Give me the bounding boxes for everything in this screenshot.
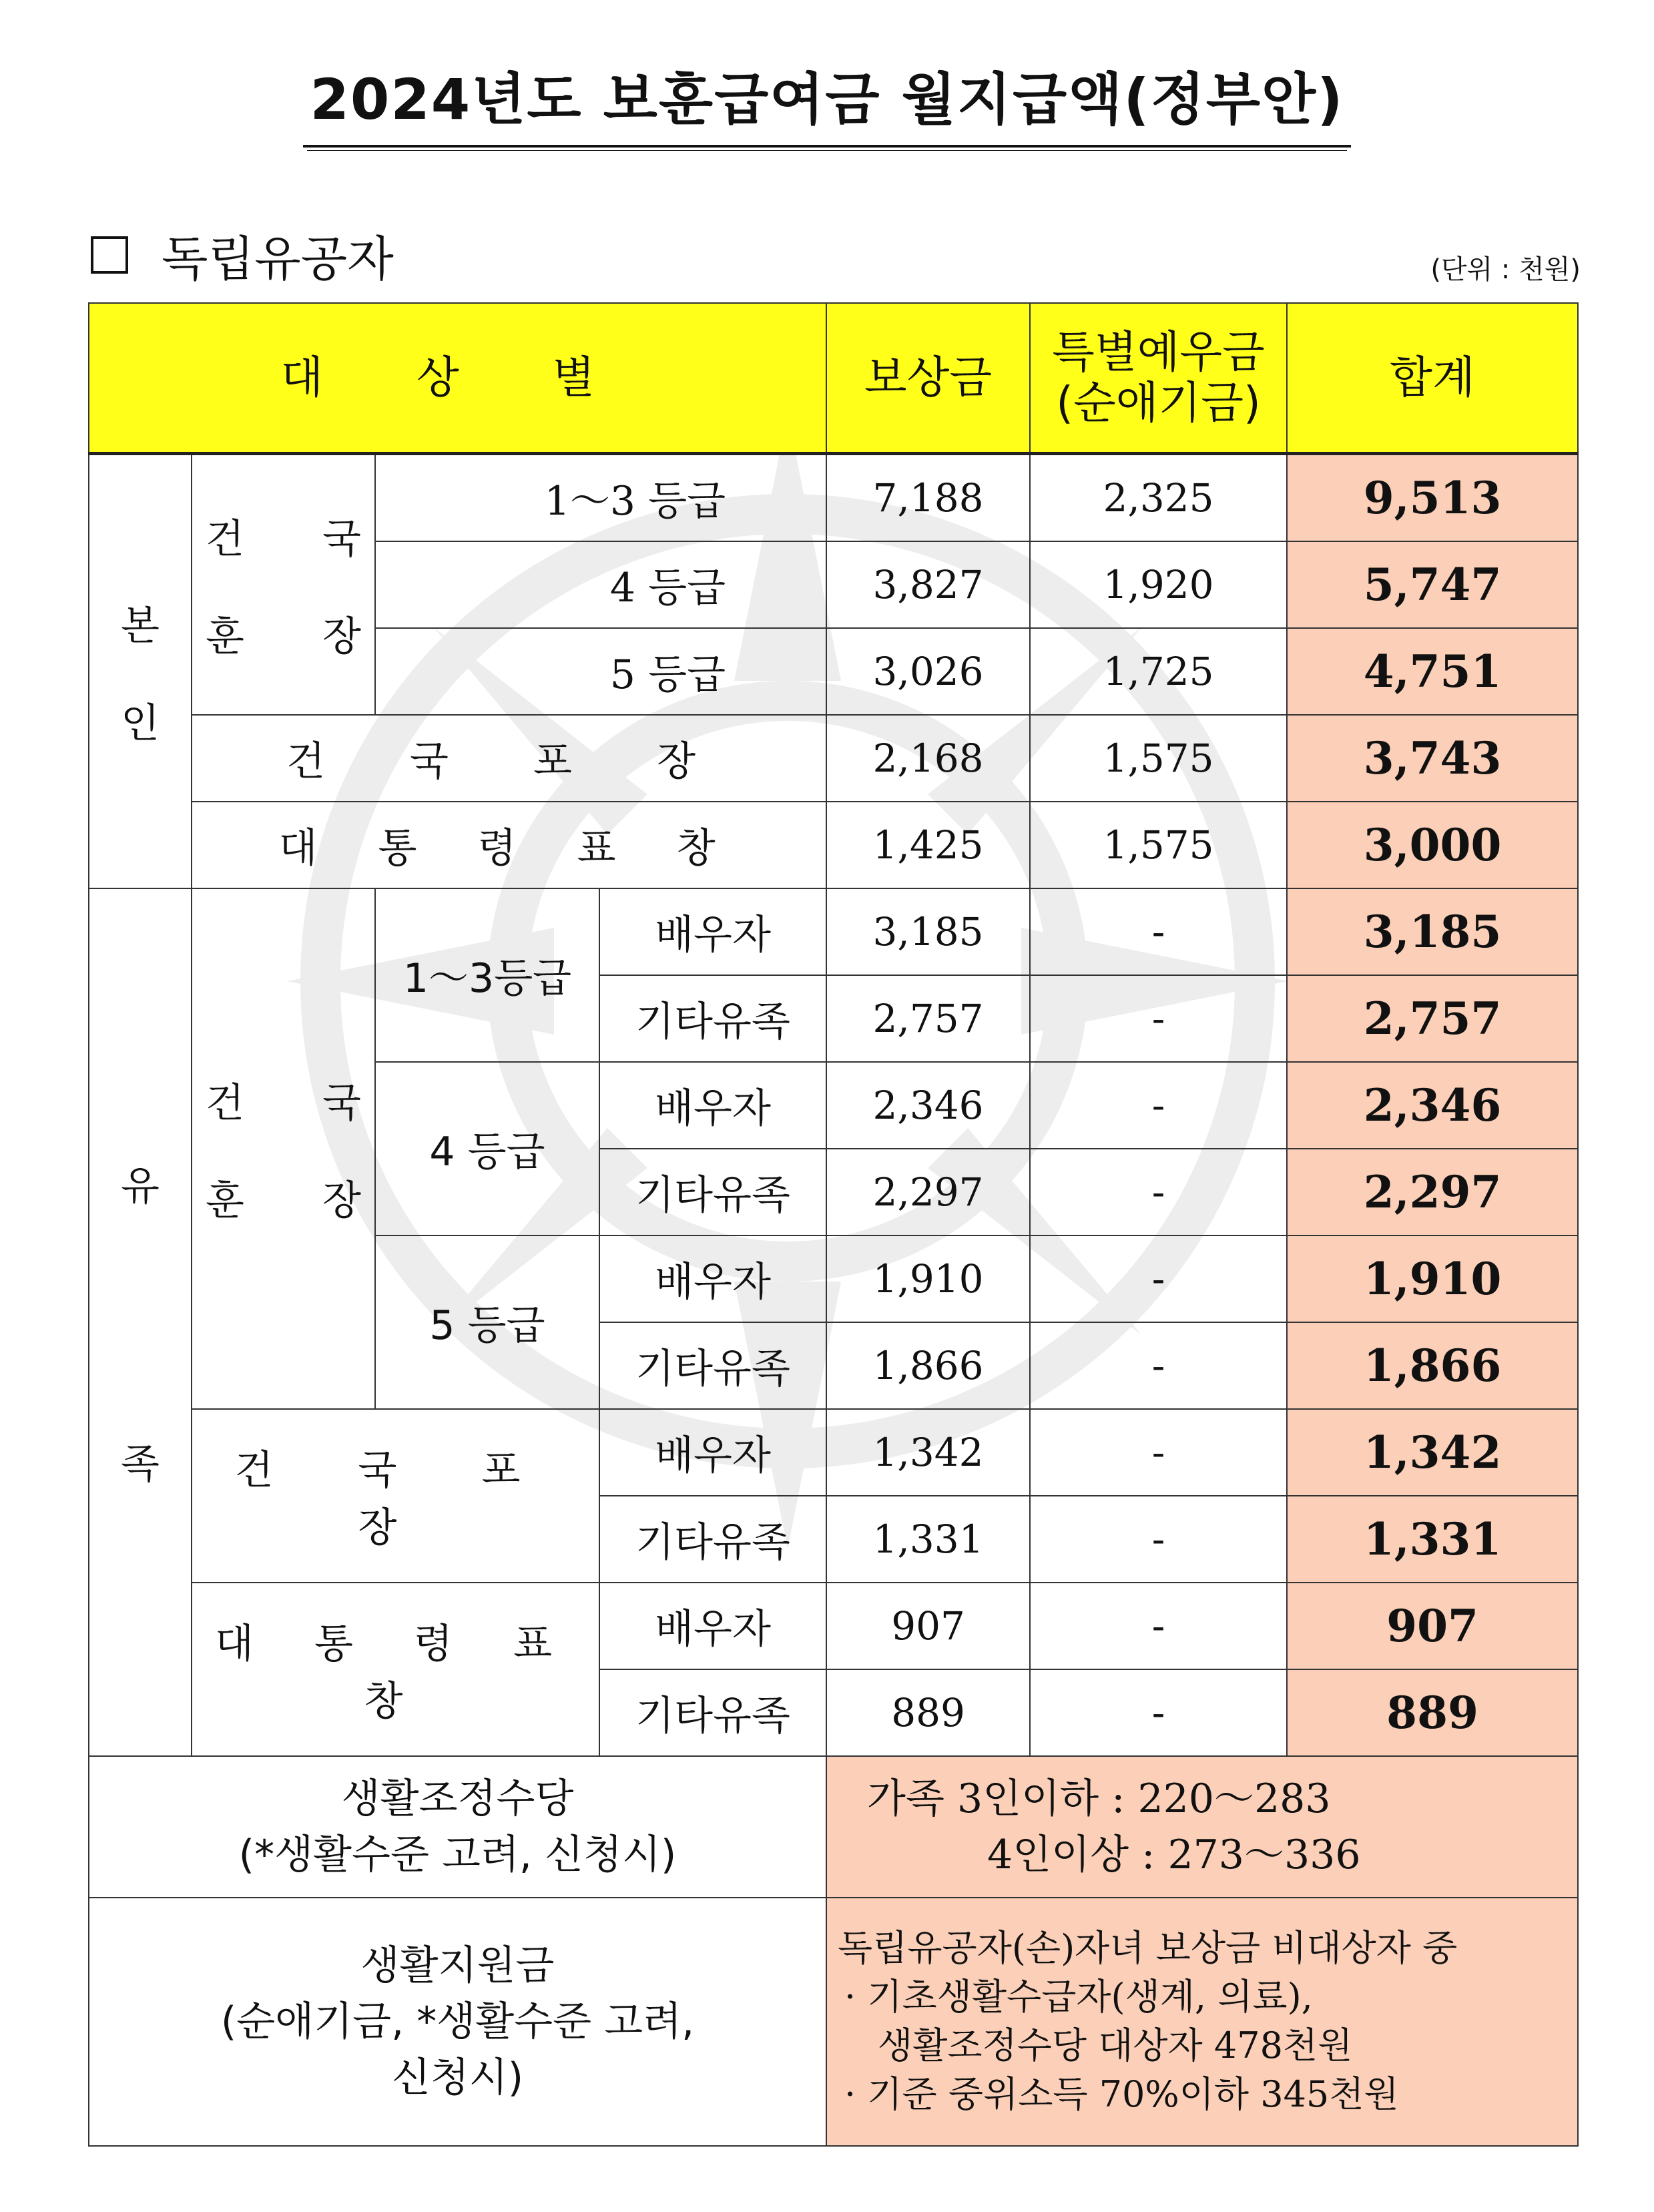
row-label: 건 국 포 장 [192,715,826,802]
living-support-detail: 독립유공자(손)자녀 보상금 비대상자 중 · 기초생활수급자(생계, 의료), 생활조정수당 대상자 478천원 · 기준 중위소득 70%이하 345천원 [826,1898,1578,2146]
comp-cell: 2,168 [826,715,1030,802]
comp-cell: 2,297 [826,1149,1030,1235]
total-cell: 1,342 [1287,1409,1578,1496]
comp-cell: 3,026 [826,628,1030,715]
table-row [89,888,1578,975]
special-cell: - [1030,888,1287,975]
total-cell: 5,747 [1287,541,1578,628]
section-title: 독립유공자 [162,231,394,287]
comp-cell: 2,757 [826,975,1030,1062]
checkbox-icon [91,236,128,274]
total-cell: 889 [1287,1669,1578,1756]
living-support-label: 생활지원금 (순애기금, *생활수준 고려, 신청시) [89,1898,826,2146]
comp-cell: 889 [826,1669,1030,1756]
total-cell: 9,513 [1287,454,1578,542]
relation-cell: 기타유족 [599,1149,826,1235]
table-row [89,1409,1578,1496]
special-cell: 1,575 [1030,715,1287,802]
total-cell: 1,331 [1287,1496,1578,1583]
comp-cell: 1,425 [826,802,1030,888]
total-cell: 2,346 [1287,1062,1578,1149]
relation-cell: 배우자 [599,888,826,975]
comp-cell: 3,827 [826,541,1030,628]
comp-cell: 7,188 [826,454,1030,542]
unit-label: (단위 : 천원) [1430,254,1581,285]
relation-cell: 기타유족 [599,1669,826,1756]
relation-cell: 배우자 [599,1062,826,1149]
special-cell: - [1030,1235,1287,1322]
comp-cell: 3,185 [826,888,1030,975]
self-merit-medal: 건 국 훈 장 [192,454,375,716]
special-cell: - [1030,1149,1287,1235]
special-cell: - [1030,1409,1287,1496]
special-cell: 1,920 [1030,541,1287,628]
header-compensation: 보상금 [826,303,1030,454]
header-special-line1: 특별예우금 [1052,326,1265,378]
row-label: 4 등급 [375,541,826,628]
total-cell: 2,757 [1287,975,1578,1062]
family-merit-badge: 건 국 포 장 [192,1409,599,1583]
special-cell: - [1030,1669,1287,1756]
compensation-table [88,302,1579,2147]
special-cell: 2,325 [1030,454,1287,542]
relation-cell: 배우자 [599,1235,826,1322]
family-presidential: 대 통 령 표 창 [192,1583,599,1756]
family-grade-5: 5 등급 [375,1235,599,1409]
total-cell: 907 [1287,1583,1578,1669]
family-merit-medal: 건 국 훈 장 [192,888,375,1409]
total-cell: 4,751 [1287,628,1578,715]
table-row [89,1583,1578,1669]
special-cell: - [1030,1062,1287,1149]
comp-cell: 1,342 [826,1409,1030,1496]
comp-cell: 1,910 [826,1235,1030,1322]
header-target: 대 상 별 [89,303,826,454]
living-support-row [89,1898,1578,2146]
living-adjust-label: 생활조정수당 (*생활수준 고려, 신청시) [89,1756,826,1898]
relation-cell: 배우자 [599,1583,826,1669]
comp-cell: 907 [826,1583,1030,1669]
relation-cell: 배우자 [599,1409,826,1496]
table-row [89,802,1578,888]
family-grade-1-3: 1～3등급 [375,888,599,1062]
special-cell: - [1030,1496,1287,1583]
table-row [89,454,1578,542]
section-heading [91,220,394,290]
living-adjust-row [89,1756,1578,1898]
header-special-line2: (순애기금) [1056,377,1261,429]
total-cell: 2,297 [1287,1149,1578,1235]
comp-cell: 1,866 [826,1322,1030,1409]
row-label: 1～3 등급 [375,454,826,542]
header-row [89,303,1578,454]
title-wrap [0,55,1654,148]
relation-cell: 기타유족 [599,1322,826,1409]
row-label: 대 통 령 표 창 [192,802,826,888]
page-title: 2024년도 보훈급여금 월지급액(정부안) [303,55,1350,148]
relation-cell: 기타유족 [599,1496,826,1583]
comp-cell: 2,346 [826,1062,1030,1149]
total-cell: 1,866 [1287,1322,1578,1409]
group-family: 유 족 [89,888,192,1756]
header-total: 합계 [1287,303,1578,454]
group-self: 본 인 [89,454,192,889]
special-cell: 1,575 [1030,802,1287,888]
relation-cell: 기타유족 [599,975,826,1062]
comp-cell: 1,331 [826,1496,1030,1583]
family-grade-4: 4 등급 [375,1062,599,1235]
total-cell: 1,910 [1287,1235,1578,1322]
living-adjust-detail: 가족 3인이하 : 220～283 4인이상 : 273～336 [826,1756,1578,1898]
total-cell: 3,185 [1287,888,1578,975]
table-row [89,715,1578,802]
special-cell: - [1030,1583,1287,1669]
total-cell: 3,000 [1287,802,1578,888]
header-special [1030,303,1287,454]
special-cell: 1,725 [1030,628,1287,715]
special-cell: - [1030,1322,1287,1409]
row-label: 5 등급 [375,628,826,715]
special-cell: - [1030,975,1287,1062]
total-cell: 3,743 [1287,715,1578,802]
